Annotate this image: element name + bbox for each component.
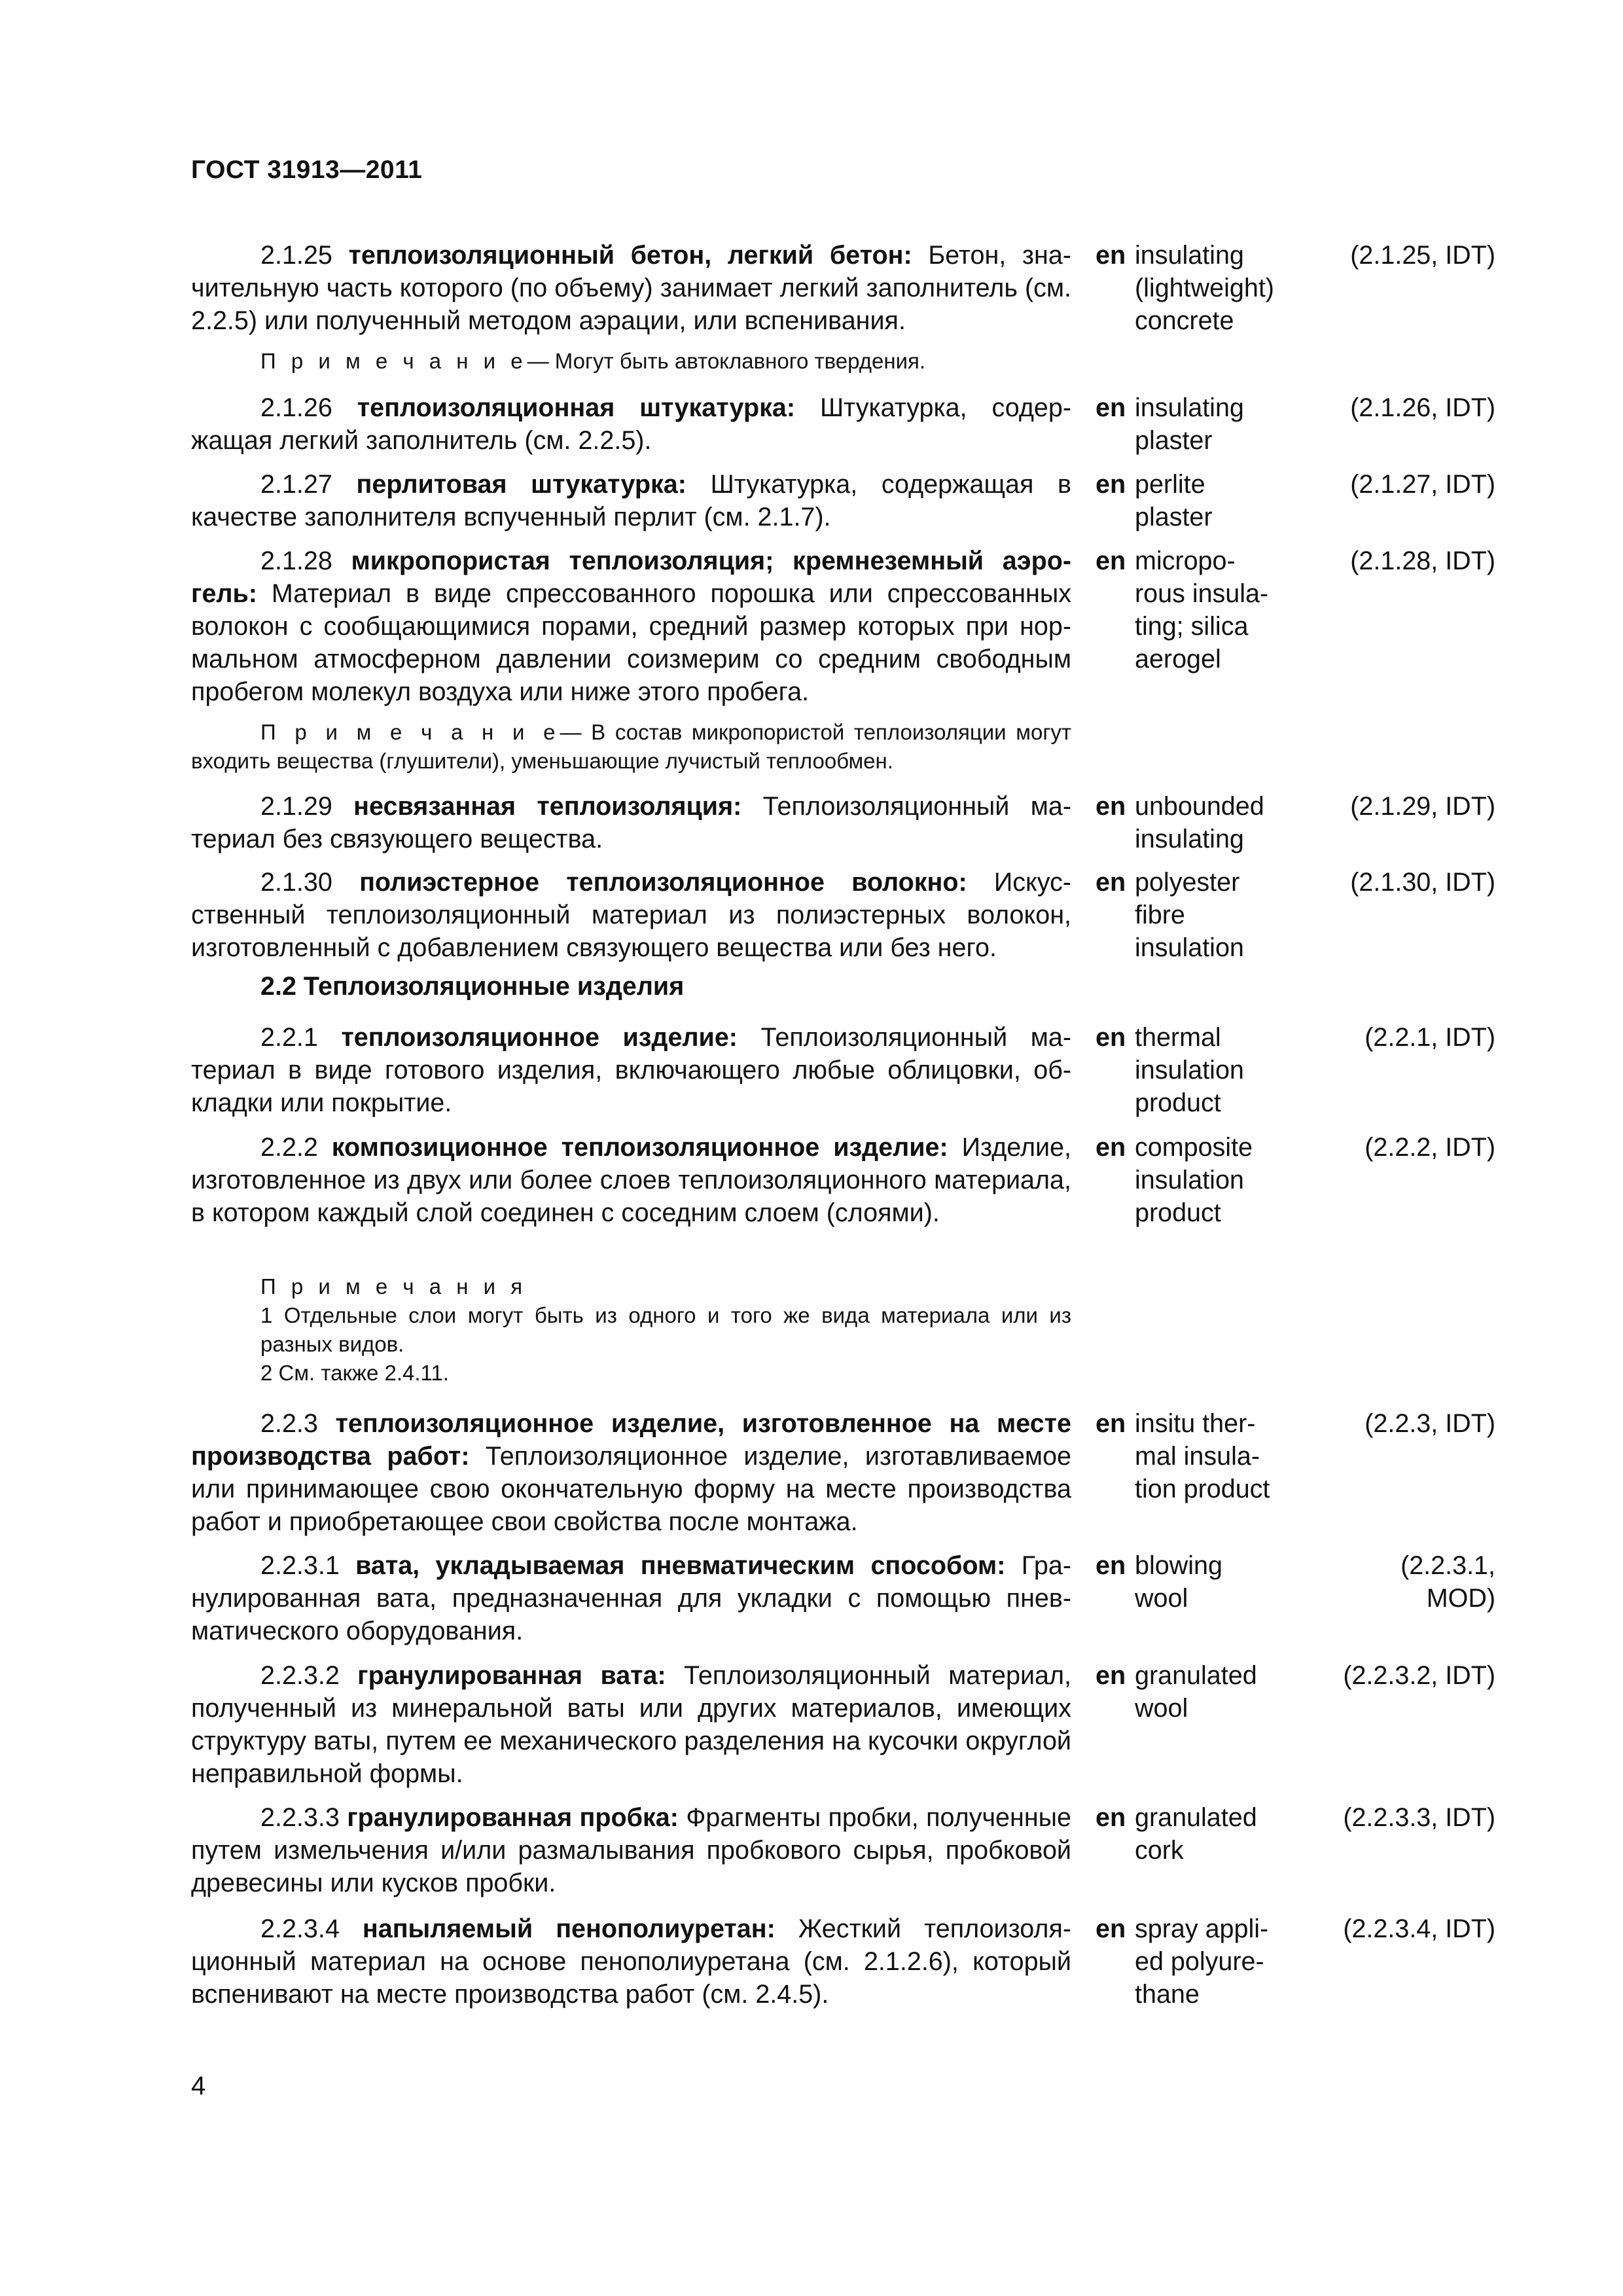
term-definition	[191, 239, 1071, 337]
english-equivalent: insulating plaster	[1135, 393, 1244, 455]
source-reference: (2.1.27, IDT)	[1350, 470, 1495, 499]
term-definition	[191, 1801, 1071, 1899]
term-definition	[191, 866, 1071, 964]
source-reference: (2.2.3.4, IDT)	[1343, 1914, 1495, 1943]
term-body: Искусственный теплоизоляционный материал из полиэстерных волокон, изготовленный с добавлением связующего вещества или без него.	[191, 868, 1071, 962]
term-body: Штукатурка, содержащая в качестве заполнителя вспученный перлит (см. 2.1.7).	[191, 470, 1071, 531]
term-name: полиэстерное теплоизоляционное волокно:	[359, 868, 967, 897]
term-number: 2.1.29	[260, 792, 332, 821]
term-definition	[191, 1131, 1071, 1229]
lang-code: en	[1096, 1551, 1126, 1580]
term-body: Гранулированная вата, предназначенная для укладки с помощью пневматического оборудования.	[191, 1551, 1071, 1645]
source-reference: (2.2.1, IDT)	[1364, 1023, 1495, 1052]
term-number: 2.2.2	[260, 1133, 318, 1162]
term-name: теплоизоляционное изделие:	[341, 1023, 738, 1052]
source-reference: (2.2.3.2, IDT)	[1343, 1661, 1495, 1690]
term-body: Фрагменты пробки, полученные путем измельчения и/или размалывания пробкового сырья, пробковой древесины или кусков пробки.	[191, 1803, 1071, 1897]
section-heading: 2.2 Теплоизоляционные изделия	[260, 972, 685, 1001]
english-equivalent: spray appli- ed polyure- thane	[1135, 1914, 1269, 2009]
lang-code: en	[1096, 1661, 1126, 1690]
term-definition	[191, 1407, 1071, 1538]
term-number: 2.2.3	[260, 1409, 318, 1438]
source-reference: (2.1.26, IDT)	[1350, 393, 1495, 422]
term-name: перлитовая штукатурка:	[356, 470, 687, 499]
term-definition	[191, 1912, 1071, 2011]
term-body: Изделие, изготовленное из двух или более слоев теплоизоляционного материала, в котором каждый слой соединен с соседним слоем (слоями).	[191, 1133, 1072, 1227]
term-number: 2.1.27	[260, 470, 332, 499]
term-definition	[191, 1549, 1071, 1647]
english-equivalent: micropo- rous insula- ting; silica aerogel	[1135, 547, 1269, 673]
term-name: несвязанная теплоизоляция:	[353, 792, 742, 821]
note-text: — В состав микропористой теплоизоляции могут входить вещества (глушители), уменьшающие лучистый теплообмен.	[191, 720, 1071, 773]
lang-code: en	[1096, 470, 1126, 499]
source-reference: (2.1.28, IDT)	[1350, 547, 1495, 575]
term-body: Материал в виде спрессованного порошка или спрессованных волокон с сообщающимися порами, средний размер которых при нормальном атмосферном давлении соизмерим со средним свободным пробегом молекул воздуха или ниже этого пробега.	[191, 579, 1071, 706]
lang-code: en	[1096, 1023, 1126, 1052]
term-body: Жесткий теплоизоляционный материал на основе пенополиуретана (см. 2.1.2.6), который вспенивают на месте производства работ (см. 2.4.5).	[191, 1914, 1071, 2009]
source-reference: (2.2.2, IDT)	[1364, 1133, 1495, 1162]
term-name: гранулированная вата:	[357, 1661, 666, 1690]
note-label: П р и м е ч а н и е	[260, 349, 527, 373]
term-body: Теплоизоляционный материал без связующего вещества.	[191, 792, 1071, 853]
english-equivalent: insulating (lightweight) concrete	[1135, 241, 1274, 335]
note-label: П р и м е ч а н и я	[260, 1274, 527, 1299]
term-body: Теплоизоляционный материал в виде готового изделия, включающего любые облицовки, обкладки или покрытие.	[191, 1023, 1071, 1117]
term-number: 2.2.3.2	[260, 1661, 340, 1690]
term-number: 2.2.1	[260, 1023, 318, 1052]
term-definition	[191, 1659, 1071, 1790]
english-equivalent: blowing wool	[1135, 1551, 1222, 1613]
term-name: гранулированная пробка:	[347, 1803, 679, 1832]
note	[191, 347, 1071, 376]
term-body: Теплоизоляционное изделие, изготавливаемое или принимающее свою окончательную форму на месте производства работ и приобретающее свои свойства после монтажа.	[191, 1442, 1072, 1536]
term-number: 2.1.26	[260, 393, 332, 422]
term-number: 2.2.3.1	[260, 1551, 340, 1580]
note-text: — Могут быть автоклавного твердения.	[527, 349, 926, 373]
english-equivalent: unbounded insulating	[1135, 792, 1264, 853]
source-reference: (2.1.25, IDT)	[1350, 241, 1495, 270]
page-number: 4	[191, 2072, 206, 2100]
english-equivalent: insitu ther- mal insula- tion product	[1135, 1409, 1270, 1503]
english-equivalent: granulated wool	[1135, 1661, 1257, 1723]
source-reference: (2.2.3, IDT)	[1364, 1409, 1495, 1438]
english-equivalent: composite insulation product	[1135, 1133, 1253, 1227]
lang-code: en	[1096, 547, 1126, 575]
term-definition	[191, 1021, 1071, 1119]
term-body: Теплоизоляционный материал, полученный из минеральной ваты или других материалов, имеющих структуру ваты, путем ее механического разделения на кусочки округлой неправильной формы.	[191, 1661, 1071, 1788]
term-name: теплоизоляционная штукатурка:	[357, 393, 795, 422]
note	[191, 718, 1071, 776]
source-reference: (2.1.29, IDT)	[1350, 792, 1495, 821]
source-reference: (2.1.30, IDT)	[1350, 868, 1495, 897]
term-body: Бетон, значительную часть которого (по объему) занимает легкий заполнитель (см. 2.2.5) или полученный методом аэрации, или вспенивания.	[191, 241, 1071, 335]
term-name: микропористая теплоизоляция; кремнеземный аэрогель:	[191, 547, 1071, 608]
note-label: П р и м е ч а н и е	[260, 720, 560, 744]
term-definition	[191, 391, 1071, 457]
term-number: 2.1.30	[260, 868, 332, 897]
term-definition	[191, 468, 1071, 533]
english-equivalent: perlite plaster	[1135, 470, 1213, 531]
notes-block	[191, 1272, 1071, 1388]
lang-code: en	[1096, 1133, 1126, 1162]
term-name: композиционное теплоизоляционное изделие:	[331, 1133, 948, 1162]
english-equivalent: thermal insulation product	[1135, 1023, 1244, 1117]
lang-code: en	[1096, 1803, 1126, 1832]
lang-code: en	[1096, 868, 1126, 897]
english-equivalent: granulated cork	[1135, 1803, 1257, 1865]
term-name: теплоизоляционный бетон, легкий бетон:	[348, 241, 912, 270]
term-name: теплоизоляционное изделие, изготовленное на месте производства работ:	[191, 1409, 1071, 1471]
term-number: 2.1.28	[260, 547, 332, 575]
note-item: 2 См. также 2.4.11.	[260, 1361, 449, 1385]
lang-code: en	[1096, 241, 1126, 270]
term-number: 2.2.3.4	[260, 1914, 340, 1943]
source-reference: (2.2.3.3, IDT)	[1343, 1803, 1495, 1832]
source-reference: (2.2.3.1, MOD)	[1400, 1551, 1495, 1613]
lang-code: en	[1096, 792, 1126, 821]
document-header: ГОСТ 31913—2011	[191, 156, 423, 184]
term-definition	[191, 790, 1071, 855]
term-name: напыляемый пенополиуретан:	[362, 1914, 776, 1943]
lang-code: en	[1096, 1409, 1126, 1438]
term-body: Штукатурка, содержащая легкий заполнитель (см. 2.2.5).	[191, 393, 1071, 455]
english-equivalent: polyester fibre insulation	[1135, 868, 1244, 962]
term-number: 2.2.3.3	[260, 1803, 340, 1832]
lang-code: en	[1096, 1914, 1126, 1943]
term-definition	[191, 545, 1071, 708]
term-number: 2.1.25	[260, 241, 332, 270]
note-item: 1 Отдельные слои могут быть из одного и того же вида материала или из разных видов.	[260, 1303, 1071, 1356]
term-name: вата, укладываемая пневматическим способом:	[355, 1551, 1006, 1580]
lang-code: en	[1096, 393, 1126, 422]
